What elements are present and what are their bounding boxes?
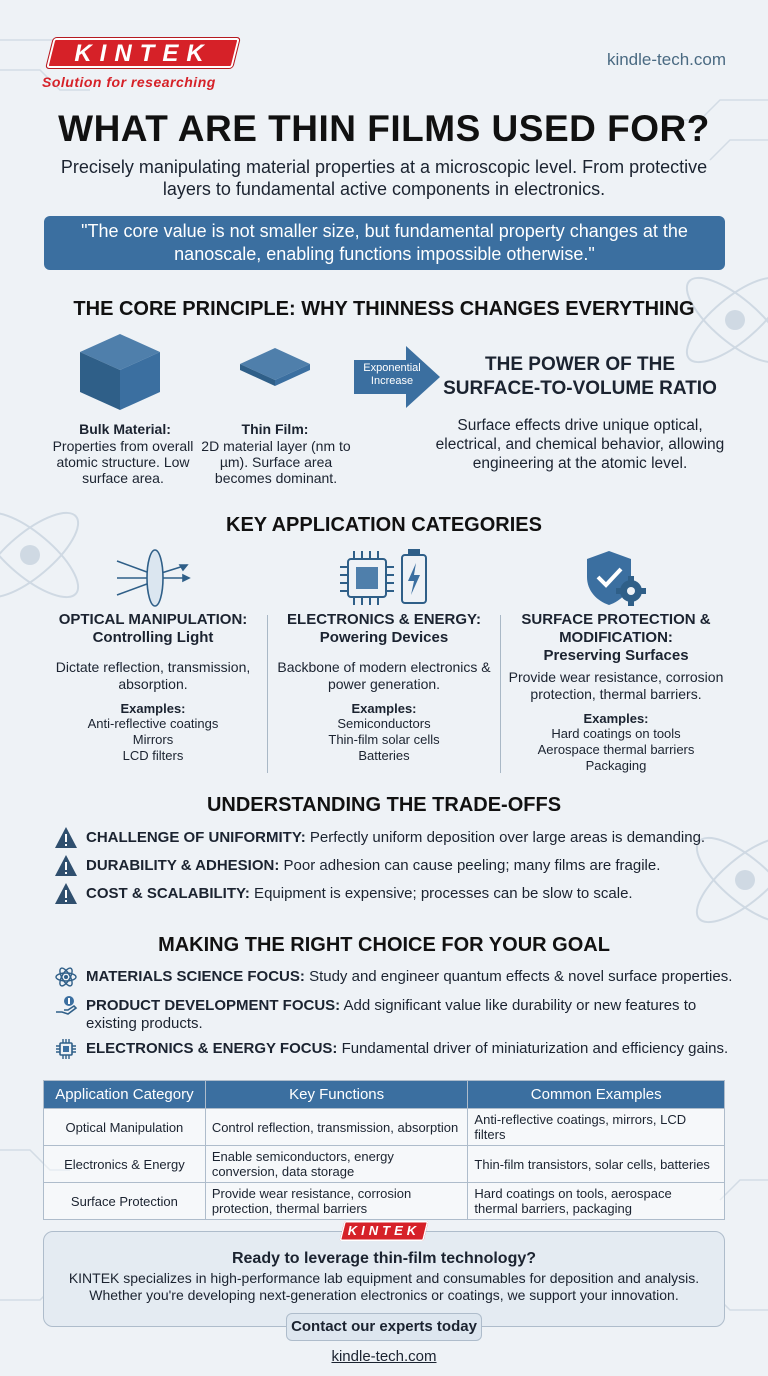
table-row xyxy=(44,1146,725,1183)
power-title: THE POWER OF THE SURFACE-TO-VOLUME RATIO xyxy=(443,354,717,399)
table-cell: Provide wear resistance, corrosion protection, thermal barriers xyxy=(205,1183,468,1220)
category-electronics xyxy=(269,545,499,764)
tradeoff-text: Poor adhesion can cause peeling; many films are fragile. xyxy=(279,857,661,874)
table-cell: Hard coatings on tools, aerospace thermal barriers, packaging xyxy=(468,1183,725,1220)
goal-item xyxy=(54,1040,734,1061)
example-item: LCD filters xyxy=(122,748,184,763)
example-item: Hard coatings on tools xyxy=(551,726,681,741)
tradeoff-text: Perfectly uniform deposition over large areas is demanding. xyxy=(305,829,706,846)
cta-text: KINTEK specializes in high-performance lab equipment and consumables for deposition and analysis. Whether you're developing next-generation electronics or coatings, we support your innovation. xyxy=(68,1270,700,1303)
goals-heading: MAKING THE RIGHT CHOICE FOR YOUR GOAL xyxy=(158,934,610,956)
contact-button[interactable]: Contact our experts today xyxy=(286,1313,482,1341)
film-text: 2D material layer (nm to µm). Surface area becomes dominant. xyxy=(201,438,351,486)
goal-label: PRODUCT DEVELOPMENT FOCUS: xyxy=(86,997,341,1014)
category-desc: Provide wear resistance, corrosion protection, thermal barriers. xyxy=(508,669,724,702)
thin-film-icon xyxy=(238,346,312,390)
quote-banner: "The core value is not smaller size, but fundamental property changes at the nanoscale, enabling functions impossible otherwise." xyxy=(44,216,725,270)
goal-label: ELECTRONICS & ENERGY FOCUS: xyxy=(86,1040,338,1057)
tradeoff-label: DURABILITY & ADHESION: xyxy=(86,857,280,874)
logo-tagline: Solution for researching xyxy=(42,74,216,90)
category-subtitle: Controlling Light xyxy=(92,629,214,646)
warning-icon xyxy=(54,826,78,850)
tradeoff-label: CHALLENGE OF UNIFORMITY: xyxy=(86,829,306,846)
shield-gear-icon xyxy=(581,547,651,609)
goal-label: MATERIALS SCIENCE FOCUS: xyxy=(86,968,305,985)
cta-title: Ready to leverage thin-film technology? xyxy=(231,1250,537,1267)
table-cell: Enable semiconductors, energy conversion, data storage xyxy=(205,1146,468,1183)
column-divider xyxy=(267,615,268,773)
table-header-row xyxy=(44,1081,725,1109)
bulk-text: Properties from overall atomic structure. Low surface area. xyxy=(52,438,194,486)
examples-label: Examples: xyxy=(583,711,649,726)
goal-item xyxy=(54,997,734,1033)
table-cell: Optical Manipulation xyxy=(44,1109,206,1146)
goal-text: Fundamental driver of miniaturization and efficiency gains. xyxy=(337,1040,729,1057)
table-header: Key Functions xyxy=(205,1081,468,1109)
tradeoff-item xyxy=(54,885,734,906)
site-link-top[interactable]: kindle-tech.com xyxy=(606,50,726,69)
kintek-logo[interactable] xyxy=(42,38,242,94)
category-title: SURFACE PROTECTION & MODIFICATION: xyxy=(521,611,711,646)
atom-icon xyxy=(54,965,78,989)
page-subtitle: Precisely manipulating material properties at a microscopic level. From protective layers to fundamental active components in electronics. xyxy=(60,157,708,199)
table-cell: Surface Protection xyxy=(44,1183,206,1220)
cta-logo-text: KINTEK xyxy=(347,1223,421,1238)
tradeoffs-heading: UNDERSTANDING THE TRADE-OFFS xyxy=(206,794,562,816)
category-subtitle: Powering Devices xyxy=(319,629,449,646)
table-cell: Electronics & Energy xyxy=(44,1146,206,1183)
goal-item xyxy=(54,968,734,989)
tradeoff-item xyxy=(54,857,734,878)
goal-text: Add significant value like durability or new features to existing products. xyxy=(86,997,697,1032)
example-item: Semiconductors xyxy=(337,716,431,731)
summary-table xyxy=(43,1080,725,1220)
example-item: Aerospace thermal barriers xyxy=(537,742,695,757)
example-item: Mirrors xyxy=(132,732,174,747)
goal-text: Study and engineer quantum effects & novel surface properties. xyxy=(304,968,733,985)
bulk-title: Bulk Material: xyxy=(79,421,171,437)
logo-text: KINTEK xyxy=(74,40,212,67)
chip-battery-icon xyxy=(334,547,434,609)
cta-logo xyxy=(342,1221,426,1241)
site-link-bottom[interactable]: kindle-tech.com xyxy=(331,1348,437,1365)
table-header: Application Category xyxy=(44,1081,206,1109)
chip-icon xyxy=(54,1037,78,1061)
category-optical xyxy=(38,545,268,764)
examples-label: Examples: xyxy=(120,701,186,716)
category-title: OPTICAL MANIPULATION: xyxy=(58,611,248,628)
core-principle-heading: THE CORE PRINCIPLE: WHY THINNESS CHANGES EVERYTHING xyxy=(73,298,695,320)
category-title: ELECTRONICS & ENERGY: xyxy=(287,611,481,628)
category-desc: Backbone of modern electronics & power generation. xyxy=(277,659,491,692)
categories-heading: KEY APPLICATION CATEGORIES xyxy=(226,514,542,536)
arrow-label: Exponential Increase xyxy=(363,362,421,387)
category-surface xyxy=(501,545,731,774)
tradeoff-label: COST & SCALABILITY: xyxy=(86,885,250,902)
table-cell: Thin-film transistors, solar cells, batteries xyxy=(468,1146,725,1183)
category-desc: Dictate reflection, transmission, absorption. xyxy=(55,659,251,692)
examples-label: Examples: xyxy=(351,701,417,716)
table-row xyxy=(44,1183,725,1220)
category-subtitle: Preserving Surfaces xyxy=(543,647,689,664)
table-cell: Anti-reflective coatings, mirrors, LCD filters xyxy=(468,1109,725,1146)
power-text: Surface effects drive unique optical, electrical, and chemical behavior, allowing engineering at the atomic level. xyxy=(435,417,725,472)
lens-icon xyxy=(113,547,193,609)
table-cell: Control reflection, transmission, absorption xyxy=(205,1109,468,1146)
table-row xyxy=(44,1109,725,1146)
table-header: Common Examples xyxy=(468,1081,725,1109)
example-item: Anti-reflective coatings xyxy=(87,716,219,731)
warning-icon xyxy=(54,882,78,906)
example-item: Batteries xyxy=(358,748,410,763)
example-item: Thin-film solar cells xyxy=(328,732,440,747)
tradeoff-item xyxy=(54,829,734,850)
page-title: WHAT ARE THIN FILMS USED FOR? xyxy=(58,108,710,149)
hand-money-icon xyxy=(54,994,78,1018)
tradeoff-text: Equipment is expensive; processes can be slow to scale. xyxy=(249,885,633,902)
example-item: Packaging xyxy=(585,758,647,773)
cube-icon xyxy=(78,332,162,412)
warning-icon xyxy=(54,854,78,878)
film-title: Thin Film: xyxy=(241,421,309,437)
